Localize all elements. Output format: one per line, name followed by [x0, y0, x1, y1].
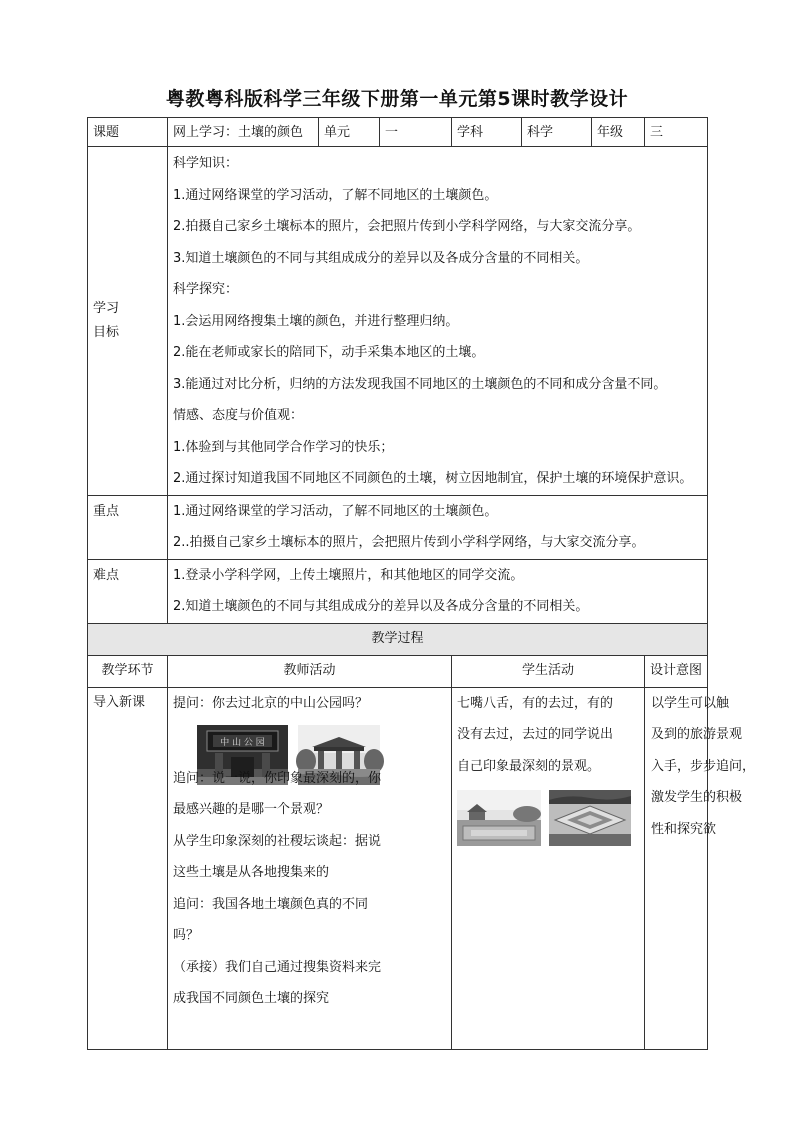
intent-line: 及到的旅游景观 [651, 727, 743, 742]
unit-value: 一 [380, 118, 452, 147]
column-stage: 教学环节 [88, 655, 168, 687]
student-line: 自己印象最深刻的景观。 [457, 758, 601, 774]
difficulties-label: 难点 [88, 559, 168, 623]
page-title: 粤教粤科版科学三年级下册第一单元第5课时教学设计 [165, 88, 629, 110]
teacher-line: 吗？ [173, 928, 200, 943]
intent-cell [645, 687, 756, 1049]
difficulty-line: 2.知道土壤颜色的不同与其组成成分的差异以及各成分含量的不同相关。 [173, 599, 589, 614]
student-line: 没有去过，去过的同学说出 [457, 727, 614, 742]
teacher-photos [173, 719, 446, 763]
stage-cell: 导入新课 [88, 687, 168, 1049]
difficulties-row [88, 559, 708, 623]
goals-row [88, 147, 708, 496]
teacher-line: 从学生印象深刻的社稷坛谈起：据说 [173, 833, 382, 849]
teacher-line: 成我国不同颜色土壤的探究 [173, 991, 330, 1006]
process-header-row [88, 623, 708, 655]
subject-label: 学科 [452, 118, 522, 147]
teacher-line: 提问：你去过北京的中山公园吗？ [173, 695, 369, 711]
column-student: 学生活动 [452, 655, 645, 687]
intent-line: 激发学生的积极 [651, 790, 743, 805]
unit-label: 单元 [319, 118, 380, 147]
lesson-plan-table [87, 117, 756, 1050]
key-points-label: 重点 [88, 495, 168, 559]
difficulties-content [168, 559, 708, 623]
goal-line: 1.通过网络课堂的学习活动，了解不同地区的土壤颜色。 [173, 187, 498, 203]
key-point-line: 1.通过网络课堂的学习活动，了解不同地区的土壤颜色。 [173, 503, 498, 519]
goal-line: 1.体验到与其他同学合作学习的快乐； [173, 439, 394, 455]
altar-photo [457, 790, 541, 859]
course-label: 课题 [88, 118, 168, 147]
process-label: 教学过程 [88, 623, 708, 655]
teacher-line: （承接）我们自己通过搜集资料来完 [173, 959, 382, 975]
goal-line: 2.拍摄自己家乡土壤标本的照片，会把照片传到小学科学网络，与大家交流分享。 [173, 219, 641, 234]
goal-line: 2.能在老师或家长的陪同下，动手采集本地区的土壤。 [173, 345, 485, 360]
grade-value: 三 [645, 118, 708, 147]
goals-content [168, 147, 708, 496]
intent-line: 性和探究欲 [651, 821, 717, 837]
key-point-line: 2..拍摄自己家乡土壤标本的照片，会把照片传到小学科学网络，与大家交流分享。 [173, 535, 645, 550]
goals-label-text: 学习目标 [93, 300, 120, 340]
intent-line: 入手，步步追问， [651, 758, 756, 774]
goal-line: 1.会运用网络搜集土壤的颜色，并进行整理归纳。 [173, 313, 459, 329]
soil-altar-photo [549, 790, 631, 859]
goal-line: 3.能通过对比分析，归纳的方法发现我国不同地区的土壤颜色的不同和成分含量不同。 [173, 376, 667, 392]
column-intent: 设计意图 [645, 655, 708, 687]
header-row [88, 118, 708, 147]
goal-line: 2.通过探讨知道我国不同地区不同颜色的土壤，树立因地制宜，保护土壤的环境保护意识。 [173, 471, 693, 486]
process-columns-row [88, 655, 708, 687]
teacher-activity-cell [168, 687, 452, 1049]
goal-line: 科学探究： [173, 282, 239, 297]
teacher-line: 追问：我国各地土壤颜色真的不同 [173, 896, 369, 912]
key-points-row [88, 495, 708, 559]
student-photos [457, 782, 639, 830]
subject-value: 科学 [522, 118, 592, 147]
goals-label [88, 147, 168, 496]
goal-line: 3.知道土壤颜色的不同与其组成成分的差异以及各成分含量的不同相关。 [173, 250, 589, 266]
teacher-line: 追问：说一说，你印象最深刻的，你 [173, 770, 382, 786]
column-teacher: 教师活动 [168, 655, 452, 687]
process-row-intro [88, 687, 708, 1049]
student-line: 七嘴八舌，有的去过，有的 [457, 695, 614, 711]
key-points-content [168, 495, 708, 559]
goal-line: 情感、态度与价值观： [173, 408, 304, 423]
difficulty-line: 1.登录小学科学网，上传土壤照片，和其他地区的同学交流。 [173, 567, 524, 583]
student-activity-cell [452, 687, 645, 1049]
teacher-line: 最感兴趣的是哪一个景观？ [173, 802, 330, 817]
grade-label: 年级 [592, 118, 645, 147]
course-value: 网上学习：土壤的颜色 [168, 118, 319, 147]
goal-line: 科学知识： [173, 156, 239, 171]
svg-text:中 山 公 园: 中 山 公 园 [220, 738, 265, 748]
teacher-line: 这些土壤是从各地搜集来的 [173, 865, 330, 880]
intent-line: 以学生可以触 [651, 695, 730, 711]
